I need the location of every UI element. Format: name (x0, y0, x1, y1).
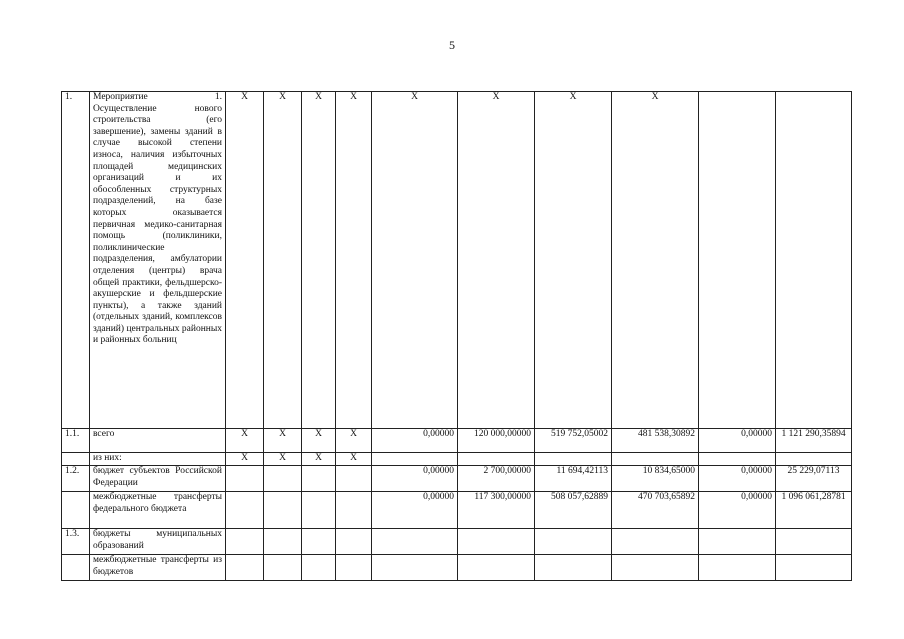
empty-cell (264, 466, 302, 492)
empty-cell (535, 555, 612, 581)
empty-cell (264, 492, 302, 529)
value-cell: 0,00000 (372, 492, 458, 529)
x-mark: X (336, 453, 372, 466)
empty-cell (302, 555, 336, 581)
total-cell (776, 453, 852, 466)
total-cell: 1 096 061,28781 (776, 492, 852, 529)
total-cell: 25 229,07113 (776, 466, 852, 492)
value-cell: 0,00000 (372, 429, 458, 453)
x-mark: X (264, 453, 302, 466)
empty-cell (226, 466, 264, 492)
row-number (62, 453, 90, 466)
row-number (62, 492, 90, 529)
x-mark: X (336, 92, 372, 429)
value-cell: 508 057,62889 (535, 492, 612, 529)
x-mark: X (302, 453, 336, 466)
table-row (62, 92, 852, 429)
x-mark: X (302, 429, 336, 453)
value-cell (535, 453, 612, 466)
empty-cell (264, 555, 302, 581)
empty-cell (776, 529, 852, 555)
empty-cell (535, 529, 612, 555)
x-mark: X (302, 92, 336, 429)
empty-cell (372, 529, 458, 555)
value-cell (612, 453, 699, 466)
row-number (62, 555, 90, 581)
value-cell: 519 752,05002 (535, 429, 612, 453)
table-row (62, 453, 852, 466)
empty-cell (226, 492, 264, 529)
table-row (62, 529, 852, 555)
row-name: бюджет субъектов Российской Федерации (90, 466, 226, 492)
x-mark: X (372, 92, 458, 429)
value-cell (372, 453, 458, 466)
value-cell: 2 700,00000 (458, 466, 535, 492)
value-cell: 0,00000 (699, 466, 776, 492)
row-number: 1.3. (62, 529, 90, 555)
empty-cell (336, 466, 372, 492)
row-name: всего (90, 429, 226, 453)
row-name: из них: (90, 453, 226, 466)
empty-cell (226, 529, 264, 555)
empty-cell (699, 555, 776, 581)
empty-cell (226, 555, 264, 581)
empty-cell (264, 529, 302, 555)
x-mark: X (458, 92, 535, 429)
value-cell: 0,00000 (699, 492, 776, 529)
table-row (62, 555, 852, 581)
row-number: 1. (62, 92, 90, 429)
x-mark: X (535, 92, 612, 429)
table-row (62, 492, 852, 529)
value-cell: 0,00000 (372, 466, 458, 492)
total-cell: 1 121 290,35894 (776, 429, 852, 453)
row-name: Мероприятие 1. Осуществление нового строительства (его завершение), замены зданий в случае высокой степени износа, наличия избыточных площадей медицинских организаций и их обособленных структурных подразделений, на базе которых оказывается первичная медико-санитарная помощь (поликлиники, поликлинические подразделения, амбулатории отделения (центры) врача общей практики, фельдшерско-акушерские и фельдшерские пункты), а также зданий (отдельных зданий, комплексов зданий) центральных районных и районных больниц (90, 92, 226, 429)
table-row (62, 466, 852, 492)
page-number: 5 (449, 38, 455, 52)
x-mark: X (264, 92, 302, 429)
empty-cell (336, 529, 372, 555)
row-name: межбюджетные трансферты федерального бюджета (90, 492, 226, 529)
x-mark: X (612, 92, 699, 429)
value-cell (699, 92, 776, 429)
row-name: бюджеты муниципальных образований (90, 529, 226, 555)
table-row (62, 429, 852, 453)
budget-table (61, 91, 852, 581)
x-mark: X (264, 429, 302, 453)
value-cell (458, 453, 535, 466)
row-name: межбюджетные трансферты из бюджетов (90, 555, 226, 581)
empty-cell (612, 529, 699, 555)
value-cell: 10 834,65000 (612, 466, 699, 492)
total-cell (776, 92, 852, 429)
empty-cell (302, 466, 336, 492)
value-cell: 470 703,65892 (612, 492, 699, 529)
x-mark: X (226, 92, 264, 429)
empty-cell (302, 492, 336, 529)
value-cell: 0,00000 (699, 429, 776, 453)
value-cell: 481 538,30892 (612, 429, 699, 453)
row-number: 1.2. (62, 466, 90, 492)
value-cell: 11 694,42113 (535, 466, 612, 492)
empty-cell (336, 555, 372, 581)
empty-cell (699, 529, 776, 555)
x-mark: X (336, 429, 372, 453)
value-cell (699, 453, 776, 466)
empty-cell (458, 555, 535, 581)
empty-cell (302, 529, 336, 555)
empty-cell (612, 555, 699, 581)
value-cell: 120 000,00000 (458, 429, 535, 453)
x-mark: X (226, 429, 264, 453)
value-cell: 117 300,00000 (458, 492, 535, 529)
empty-cell (336, 492, 372, 529)
x-mark: X (226, 453, 264, 466)
empty-cell (776, 555, 852, 581)
empty-cell (372, 555, 458, 581)
row-number: 1.1. (62, 429, 90, 453)
empty-cell (458, 529, 535, 555)
